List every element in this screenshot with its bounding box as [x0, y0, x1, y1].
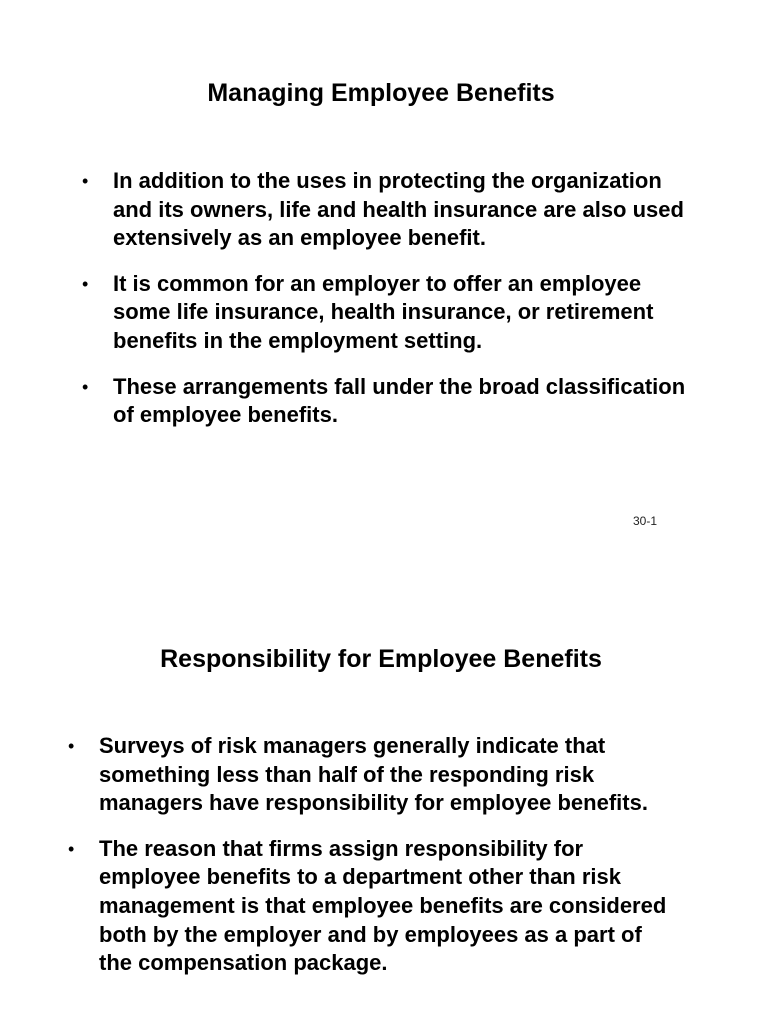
- bullet-icon: •: [68, 736, 75, 756]
- bullet-item: [80, 270, 703, 356]
- slide-title: Responsibility for Employee Benefits: [160, 645, 602, 673]
- bullet-text: These arrangements fall under the broad classification of employee benefits.: [113, 373, 686, 428]
- bullet-list: [80, 167, 686, 447]
- bullet-icon: •: [68, 838, 75, 859]
- page-number: 30-1: [633, 514, 658, 528]
- bullet-item: [66, 835, 679, 978]
- bullet-icon: •: [82, 171, 89, 191]
- bullet-text: The reason that firms assign responsibility for employee benefits to a department other than risk management is that employee benefits are considered both by the employer and by employees as a part of the compensation package.: [99, 835, 667, 976]
- bullet-item: [66, 732, 679, 818]
- bullet-icon: •: [82, 273, 89, 294]
- bullet-list: [66, 732, 666, 995]
- slide-title: Managing Employee Benefits: [207, 79, 555, 107]
- bullet-icon: •: [82, 376, 89, 397]
- bullet-item: [80, 373, 703, 430]
- bullet-text: It is common for an employer to offer an employee some life insurance, health insurance, or retirement benefits in the employment setting.: [113, 270, 654, 353]
- slide-responsibility-for-employee-benefits: [0, 566, 768, 1024]
- bullet-text: In addition to the uses in protecting the organization and its owners, life and health insurance are also used extensively as an employee benefit.: [113, 168, 684, 251]
- bullet-text: Surveys of risk managers generally indicate that something less than half of the responding risk managers have responsibility for employee benefits.: [99, 733, 648, 816]
- bullet-item: [80, 167, 703, 253]
